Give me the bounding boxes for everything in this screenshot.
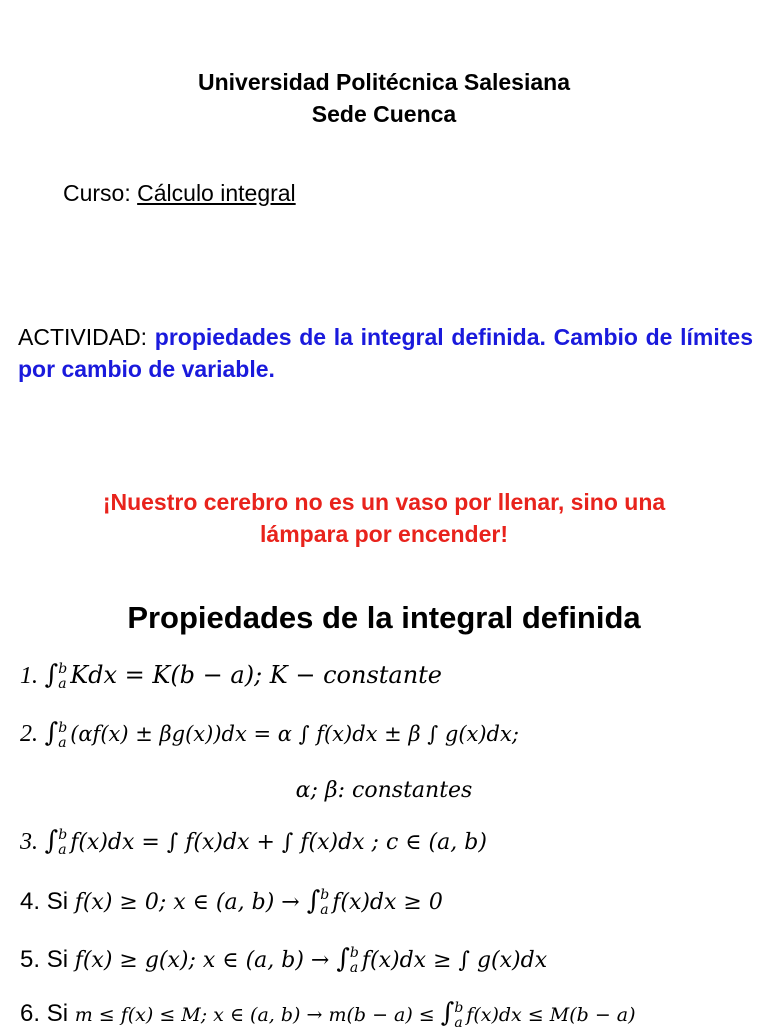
property-2-note: α; β: constantes [295, 778, 473, 803]
course-line [63, 180, 296, 207]
quote-line-2: lámpara por encender! [260, 521, 508, 547]
motivational-quote [0, 486, 768, 550]
integral-limits: b a [349, 945, 359, 976]
property-premise: f(x) ≥ g(x); x ∈ (a, b) → [74, 948, 337, 973]
integral-icon: ∫ [44, 826, 59, 856]
property-3 [20, 826, 487, 858]
property-4 [20, 886, 443, 918]
property-expression: (αf(x) ± βg(x))dx = α ∫ f(x)dx ± β ∫ g(x)dx; [70, 722, 519, 746]
property-premise: f(x) ≥ 0; x ∈ (a, b) → [74, 890, 307, 915]
property-number: 2. [20, 721, 38, 747]
integral-icon: ∫ [336, 944, 350, 974]
property-number: 6. [20, 1000, 41, 1027]
university-name: Universidad Politécnica Salesiana [198, 69, 570, 95]
integral-limits: b a [58, 827, 68, 858]
header [0, 66, 768, 130]
course-label: Curso: [63, 180, 138, 206]
property-expression: f(x)dx ≥ 0 [332, 890, 443, 915]
property-number: 3. [20, 829, 38, 855]
integral-icon: ∫ [44, 660, 59, 690]
property-expression: f(x)dx ≥ ∫ g(x)dx [361, 948, 548, 973]
property-number: 4. [20, 888, 41, 915]
integral-icon: ∫ [306, 886, 321, 916]
property-5 [20, 944, 547, 976]
integral-icon: ∫ [44, 718, 59, 748]
property-number: 1. [20, 663, 38, 689]
property-expression: Kdx = K(b − a); K − constante [70, 661, 443, 689]
activity-block [18, 321, 753, 385]
property-si: Si [46, 946, 75, 973]
integral-limits: b a [454, 1000, 464, 1031]
property-2 [20, 718, 519, 751]
integral-limits: b a [320, 887, 330, 918]
property-premise: m ≤ f(x) ≤ M; x ∈ (a, b) → m(b − a) ≤ [74, 1004, 441, 1026]
integral-limits: b a [58, 660, 68, 692]
property-expression: f(x)dx = ∫ f(x)dx + ∫ f(x)dx ; c ∈ (a, b) [70, 830, 487, 855]
property-expression: f(x)dx ≤ M(b − a) [466, 1004, 636, 1026]
integral-limits: b a [58, 719, 68, 751]
integral-icon: ∫ [440, 998, 455, 1028]
section-title: Propiedades de la integral definida [127, 600, 641, 635]
campus-name: Sede Cuenca [311, 101, 457, 127]
property-number: 5. [20, 946, 41, 973]
property-6 [20, 998, 636, 1031]
property-si: Si [46, 888, 75, 915]
activity-topic: propiedades de la integral definida. Cambio de límites por cambio de variable. [18, 324, 754, 382]
activity-label: ACTIVIDAD: [18, 324, 155, 350]
course-name: Cálculo integral [137, 180, 296, 206]
property-si: Si [46, 1000, 75, 1027]
property-1 [20, 660, 442, 692]
quote-line-1: ¡Nuestro cerebro no es un vaso por llenar, sino una [102, 489, 666, 515]
